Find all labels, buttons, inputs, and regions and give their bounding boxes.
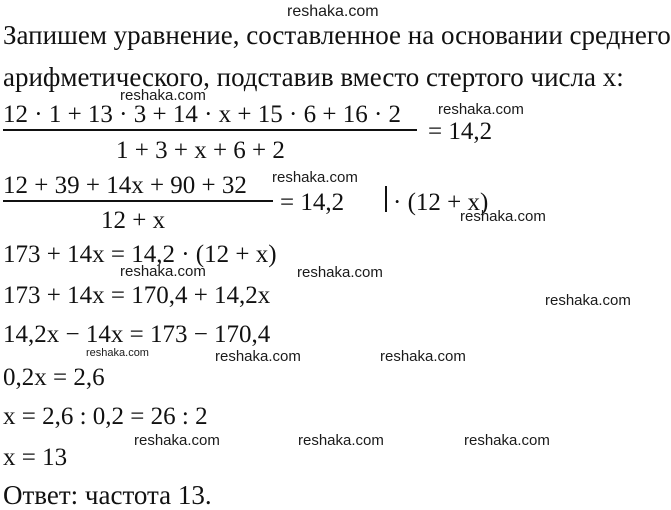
eq2-multiplier: · (12 + x) [393, 189, 489, 216]
watermark: reshaka.com [545, 292, 631, 309]
eq2-fraction-line [3, 200, 273, 202]
watermark: reshaka.com [438, 101, 524, 118]
watermark: reshaka.com [298, 432, 384, 449]
answer-line: Ответ: частота 13. [3, 480, 212, 510]
watermark: reshaka.com [134, 432, 220, 449]
eq2-rhs: = 14,2 [280, 189, 345, 216]
watermark: reshaka.com [464, 432, 550, 449]
watermark: reshaka.com [297, 264, 383, 281]
step-1: 173 + 14x = 14,2 · (12 + x) [3, 241, 277, 268]
step-6: x = 13 [3, 444, 68, 471]
eq2-numerator: 12 + 39 + 14x + 90 + 32 [3, 172, 247, 199]
eq2-vertical-bar [385, 186, 387, 212]
eq1-fraction-line [3, 129, 417, 131]
watermark: reshaka.com [120, 87, 206, 104]
watermark-top: reshaka.com [287, 3, 379, 20]
watermark: reshaka.com [380, 348, 466, 365]
eq1-denominator: 1 + 3 + x + 6 + 2 [116, 137, 285, 164]
watermark: reshaka.com [215, 348, 301, 365]
step-5: x = 2,6 : 0,2 = 26 : 2 [3, 403, 208, 430]
intro-line-1: Запишем уравнение, составленное на основании среднего [3, 20, 671, 50]
watermark: reshaka.com [460, 208, 546, 225]
intro-line-2: арифметического, подставив вместо стертого числа x: [3, 62, 624, 92]
step-3: 14,2x − 14x = 173 − 170,4 [3, 321, 271, 348]
step-2: 173 + 14x = 170,4 + 14,2x [3, 282, 271, 309]
watermark: reshaka.com [272, 169, 358, 186]
eq2-denominator: 12 + x [101, 207, 166, 234]
eq1-rhs: = 14,2 [428, 118, 493, 145]
eq1-numerator: 12 · 1 + 13 · 3 + 14 · x + 15 · 6 + 16 · 2 [3, 101, 402, 128]
watermark: reshaka.com [86, 347, 149, 359]
step-4: 0,2x = 2,6 [3, 364, 105, 391]
watermark: reshaka.com [120, 263, 206, 280]
